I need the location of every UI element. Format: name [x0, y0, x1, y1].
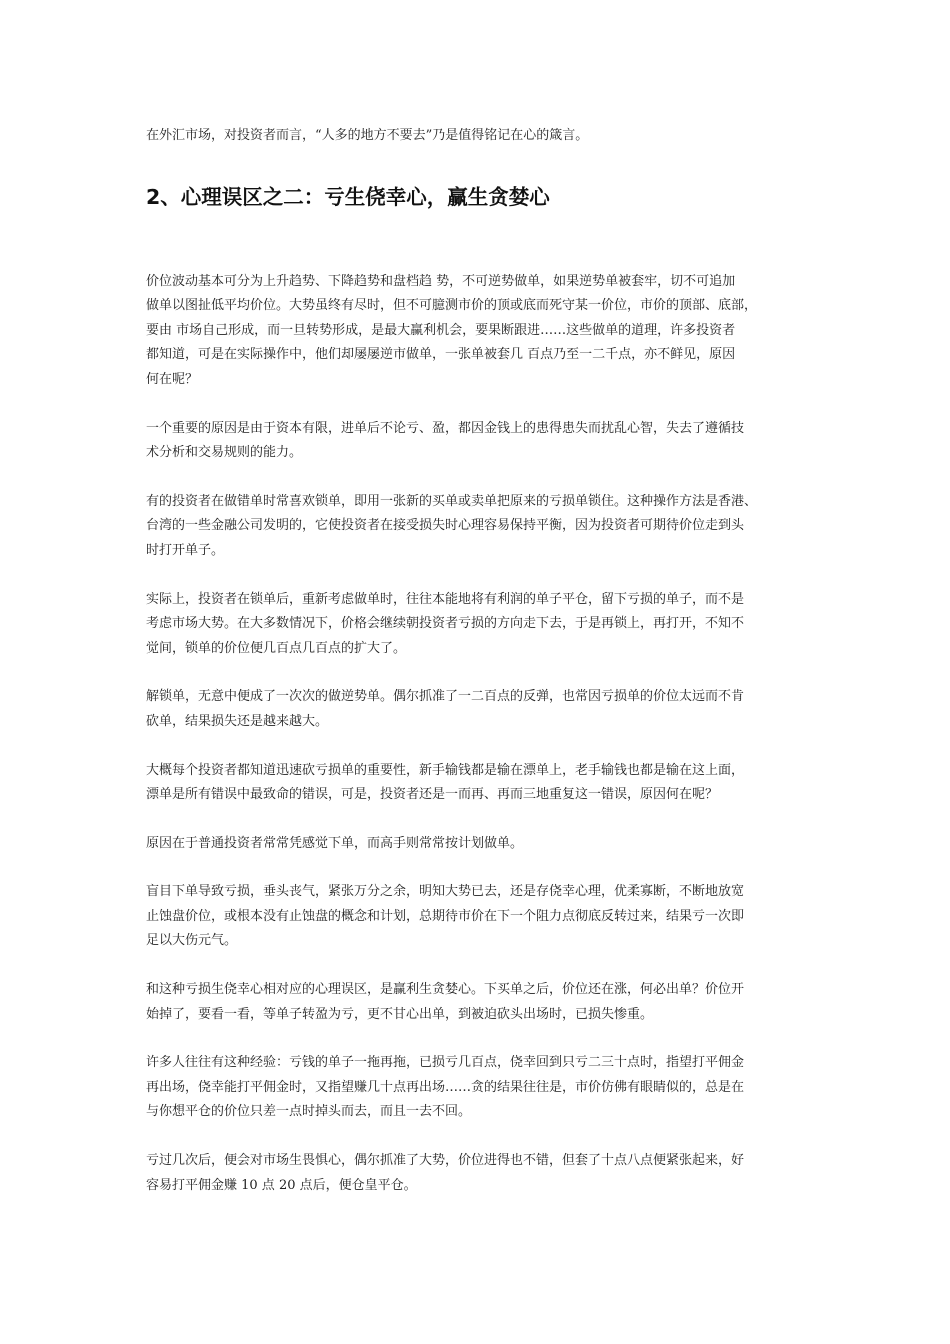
body-paragraph — [146, 685, 810, 734]
paragraph-line: 原因在于普通投资者常常凭感觉下单，而高手则常常按计划做单。 — [146, 835, 524, 851]
body-paragraph — [146, 417, 810, 466]
paragraph-line: 价位波动基本可分为上升趋势、下降趋势和盘档趋 势，不可逆势做单，如果逆势单被套牢，切不可追加 — [146, 273, 736, 289]
paragraph-line: 漂单是所有错误中最致命的错误，可是，投资者还是一而再、再而三地重复这一错误，原因何在呢？ — [146, 787, 719, 803]
paragraph-line: 觉间，锁单的价位便几百点几百点的扩大了。 — [146, 640, 407, 656]
body-paragraph — [146, 1051, 810, 1125]
section-heading: 2、心理误区之二：亏生侥幸心，赢生贪婪心 — [146, 184, 550, 209]
paragraph-line: 何在呢？ — [146, 371, 199, 387]
body-paragraph — [146, 978, 810, 1027]
body-paragraph — [146, 490, 810, 564]
body-paragraph — [146, 1149, 810, 1198]
paragraph-line: 与你想平仓的价位只差一点时掉头而去，而且一去不回。 — [146, 1104, 472, 1120]
paragraph-list — [146, 270, 810, 1199]
intro-paragraph: 在外汇市场，对投资者而言，“人多的地方不要去”乃是值得铭记在心的箴言。 — [146, 128, 589, 143]
paragraph-line: 始掉了，要看一看，等单子转盈为亏，更不甘心出单，到被迫砍头出场时，已损失惨重。 — [146, 1006, 654, 1022]
paragraph-line: 做单以图扯低平均价位。大势虽终有尽时，但不可臆测市价的顶或底而死守某一价位，市价的顶部、底部， — [146, 298, 758, 314]
paragraph-line: 砍单，结果损失还是越来越大。 — [146, 713, 329, 729]
paragraph-line: 台湾的一些金融公司发明的，它使投资者在接受损失时心理容易保持平衡，因为投资者可期待价位走到头 — [146, 518, 745, 534]
paragraph-line: 和这种亏损生侥幸心相对应的心理误区，是赢利生贪婪心。下买单之后，价位还在涨，何必出单？价位开 — [146, 982, 745, 998]
paragraph-line: 解锁单，无意中便成了一次次的做逆势单。偶尔抓准了一二百点的反弹，也常因亏损单的价位太远而不肯 — [146, 689, 745, 705]
paragraph-line: 实际上，投资者在锁单后，重新考虑做单时，往往本能地将有利润的单子平仓，留下亏损的单子，而不是 — [146, 591, 745, 607]
paragraph-line: 一个重要的原因是由于资本有限，进单后不论亏、盈，都因金钱上的患得患失而扰乱心智，失去了遵循技 — [146, 420, 745, 436]
paragraph-line: 大概每个投资者都知道迅速砍亏损单的重要性，新手输钱都是输在漂单上，老手输钱也都是输在这上面， — [146, 762, 745, 778]
paragraph-line: 有的投资者在做错单时常喜欢锁单，即用一张新的买单或卖单把原来的亏损单锁住。这种操作方法是香港、 — [146, 493, 758, 509]
body-paragraph — [146, 759, 810, 808]
body-paragraph — [146, 832, 810, 857]
paragraph-line: 容易打平佣金赚 10 点 20 点后，便仓皇平仓。 — [146, 1177, 417, 1193]
paragraph-line: 考虑市场大势。在大多数情况下，价格会继续朝投资者亏损的方向走下去，于是再锁上，再打开，不知不 — [146, 616, 745, 632]
paragraph-line: 亏过几次后，便会对市场生畏惧心，偶尔抓准了大势，价位进得也不错，但套了十点八点便紧张起来，好 — [146, 1153, 745, 1169]
paragraph-line: 足以大伤元气。 — [146, 933, 238, 949]
document-body — [146, 124, 810, 1222]
body-paragraph — [146, 880, 810, 954]
body-paragraph — [146, 270, 810, 393]
paragraph-line: 盲目下单导致亏损，垂头丧气，紧张万分之余，明知大势已去，还是存侥幸心理，优柔寡断，不断地放宽 — [146, 884, 745, 900]
body-paragraph — [146, 588, 810, 662]
paragraph-line: 术分析和交易规则的能力。 — [146, 445, 303, 461]
paragraph-line: 许多人往往有这种经验：亏钱的单子一拖再拖，已损亏几百点，侥幸回到只亏二三十点时，指望打平佣金 — [146, 1055, 745, 1071]
paragraph-line: 止蚀盘价位，或根本没有止蚀盘的概念和计划，总期待市价在下一个阻力点彻底反转过来，结果亏一次即 — [146, 908, 745, 924]
paragraph-line: 要由 市场自己形成，而一旦转势形成，是最大赢利机会，要果断跟进……这些做单的道理，许多投资者 — [146, 322, 736, 338]
paragraph-line: 时打开单子。 — [146, 542, 225, 558]
paragraph-line: 都知道，可是在实际操作中，他们却屡屡逆市做单，一张单被套几 百点乃至一二千点，亦不鲜见，原因 — [146, 347, 736, 363]
paragraph-line: 再出场，侥幸能打平佣金时，又指望赚几十点再出场……贪的结果往往是，市价仿佛有眼睛似的，总是在 — [146, 1079, 745, 1095]
